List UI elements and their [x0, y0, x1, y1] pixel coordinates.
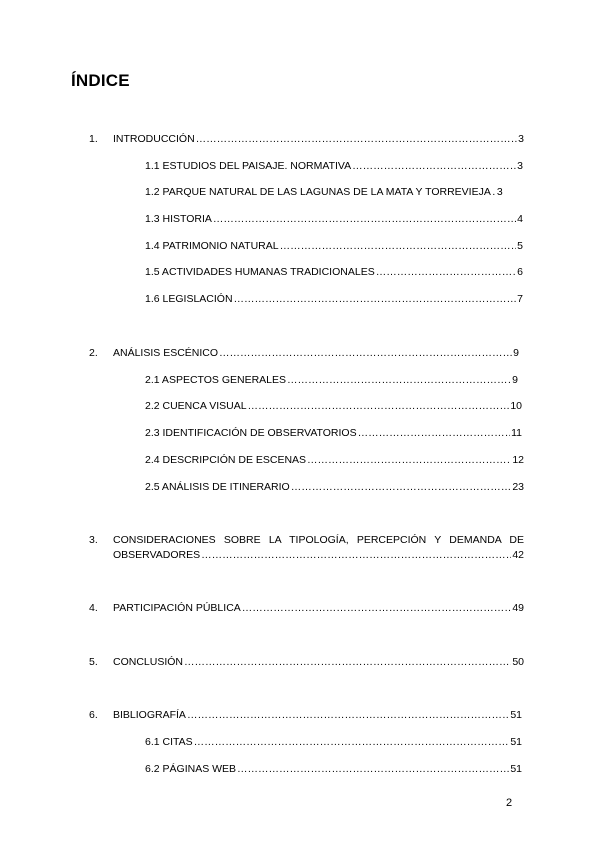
- toc-label: 2.3 IDENTIFICACIÓN DE OBSERVATORIOS: [145, 427, 357, 439]
- toc-subentry[interactable]: [145, 185, 523, 199]
- toc-subentry[interactable]: [145, 159, 523, 173]
- toc-page: 9: [512, 374, 518, 386]
- dot-leader: [194, 735, 510, 749]
- toc-label: OBSERVADORES: [113, 549, 201, 561]
- toc-entry-analisis-escenico[interactable]: [89, 346, 519, 360]
- toc-label: 2.1 ASPECTOS GENERALES: [145, 374, 287, 386]
- toc-page: 6: [517, 266, 523, 278]
- toc-label: PARTICIPACIÓN PÚBLICA: [113, 602, 241, 614]
- toc-page: 7: [517, 293, 523, 305]
- toc-label: 2.4 DESCRIPCIÓN DE ESCENAS: [145, 454, 307, 466]
- toc-subentry[interactable]: [145, 762, 522, 776]
- toc-page: 42: [512, 549, 524, 561]
- dot-leader: [234, 292, 517, 306]
- toc-page: 11: [511, 427, 522, 439]
- toc-page: 49: [512, 602, 524, 614]
- toc-label: 1.3 HISTORIA: [145, 213, 212, 225]
- toc-subentry[interactable]: [145, 212, 523, 226]
- toc-page: 23: [512, 481, 524, 493]
- dot-leader: [213, 212, 516, 226]
- toc-entry-bibliografia[interactable]: [89, 708, 522, 722]
- dot-leader: [184, 655, 511, 669]
- toc-number: 2.: [89, 347, 98, 359]
- toc-entry-participacion[interactable]: [89, 601, 524, 615]
- dot-leader: [248, 399, 510, 413]
- dot-leader: [187, 708, 509, 722]
- dot-leader: [287, 373, 511, 387]
- toc-label: ANÁLISIS ESCÉNICO: [113, 347, 219, 359]
- toc-label: 1.5 ACTIVIDADES HUMANAS TRADICIONALES: [145, 266, 375, 278]
- toc-entry-introduccion[interactable]: [89, 132, 524, 146]
- toc-number: 5.: [89, 656, 98, 668]
- toc-label: 1.6 LEGISLACIÓN: [145, 293, 233, 305]
- toc-number: 3.: [89, 534, 98, 546]
- dot-leader: [280, 239, 517, 253]
- toc-page: 51: [510, 736, 522, 748]
- toc-page: 5: [517, 240, 523, 252]
- toc-page: 50: [512, 656, 524, 668]
- toc-page: 3: [496, 186, 503, 198]
- toc-label: INTRODUCCIÓN: [113, 133, 195, 145]
- dot-leader: [492, 185, 496, 199]
- toc-entry-consideraciones-cont[interactable]: [113, 548, 524, 562]
- page-title: ÍNDICE: [71, 71, 130, 90]
- toc-number: 4.: [89, 602, 98, 614]
- toc-label: 6.1 CITAS: [145, 736, 193, 748]
- dot-leader: [376, 265, 516, 279]
- dot-leader: [352, 159, 516, 173]
- dot-leader: [242, 601, 512, 615]
- toc-subentry[interactable]: [145, 735, 522, 749]
- toc-label: 6.2 PÁGINAS WEB: [145, 763, 237, 775]
- toc-subentry[interactable]: [145, 480, 524, 494]
- toc-label: 1.2 PARQUE NATURAL DE LAS LAGUNAS DE LA MATA Y TORREVIEJA: [145, 186, 491, 198]
- toc-label: 1.1 ESTUDIOS DEL PAISAJE. NORMATIVA: [145, 160, 352, 172]
- toc-page: 9: [513, 347, 519, 359]
- toc-number: 1.: [89, 133, 98, 145]
- dot-leader: [237, 762, 509, 776]
- toc-page: 3: [517, 160, 523, 172]
- toc-label: 2.5 ANÁLISIS DE ITINERARIO: [145, 481, 290, 493]
- toc-entry-conclusion[interactable]: [89, 655, 524, 669]
- toc-subentry[interactable]: [145, 399, 522, 413]
- toc-subentry[interactable]: [145, 453, 524, 467]
- toc-subentry[interactable]: [145, 373, 518, 387]
- toc-label: BIBLIOGRAFÍA: [113, 709, 186, 721]
- toc-label: 2.2 CUENCA VISUAL: [145, 400, 247, 412]
- dot-leader: [196, 132, 517, 146]
- toc-page: 3: [518, 133, 524, 145]
- toc-page: 4: [517, 213, 523, 225]
- dot-leader: [291, 480, 512, 494]
- toc-number: 6.: [89, 709, 98, 721]
- toc-subentry[interactable]: [145, 265, 523, 279]
- toc-subentry[interactable]: [145, 426, 522, 440]
- toc-entry-consideraciones[interactable]: [89, 533, 524, 547]
- toc-label: 1.4 PATRIMONIO NATURAL: [145, 240, 279, 252]
- toc-page: 10: [510, 400, 522, 412]
- toc-label: CONSIDERACIONES SOBRE LA TIPOLOGÍA, PERCEPCIÓN Y DEMANDA DE: [113, 534, 524, 546]
- toc-page: 51: [510, 709, 522, 721]
- dot-leader: [201, 548, 511, 562]
- toc-label: CONCLUSIÓN: [113, 656, 184, 668]
- page-number: 2: [506, 797, 513, 809]
- dot-leader: [358, 426, 510, 440]
- toc-subentry[interactable]: [145, 239, 523, 253]
- dot-leader: [219, 346, 512, 360]
- toc-page: 51: [510, 763, 522, 775]
- toc-page: 12: [512, 454, 524, 466]
- toc-subentry[interactable]: [145, 292, 523, 306]
- dot-leader: [307, 453, 511, 467]
